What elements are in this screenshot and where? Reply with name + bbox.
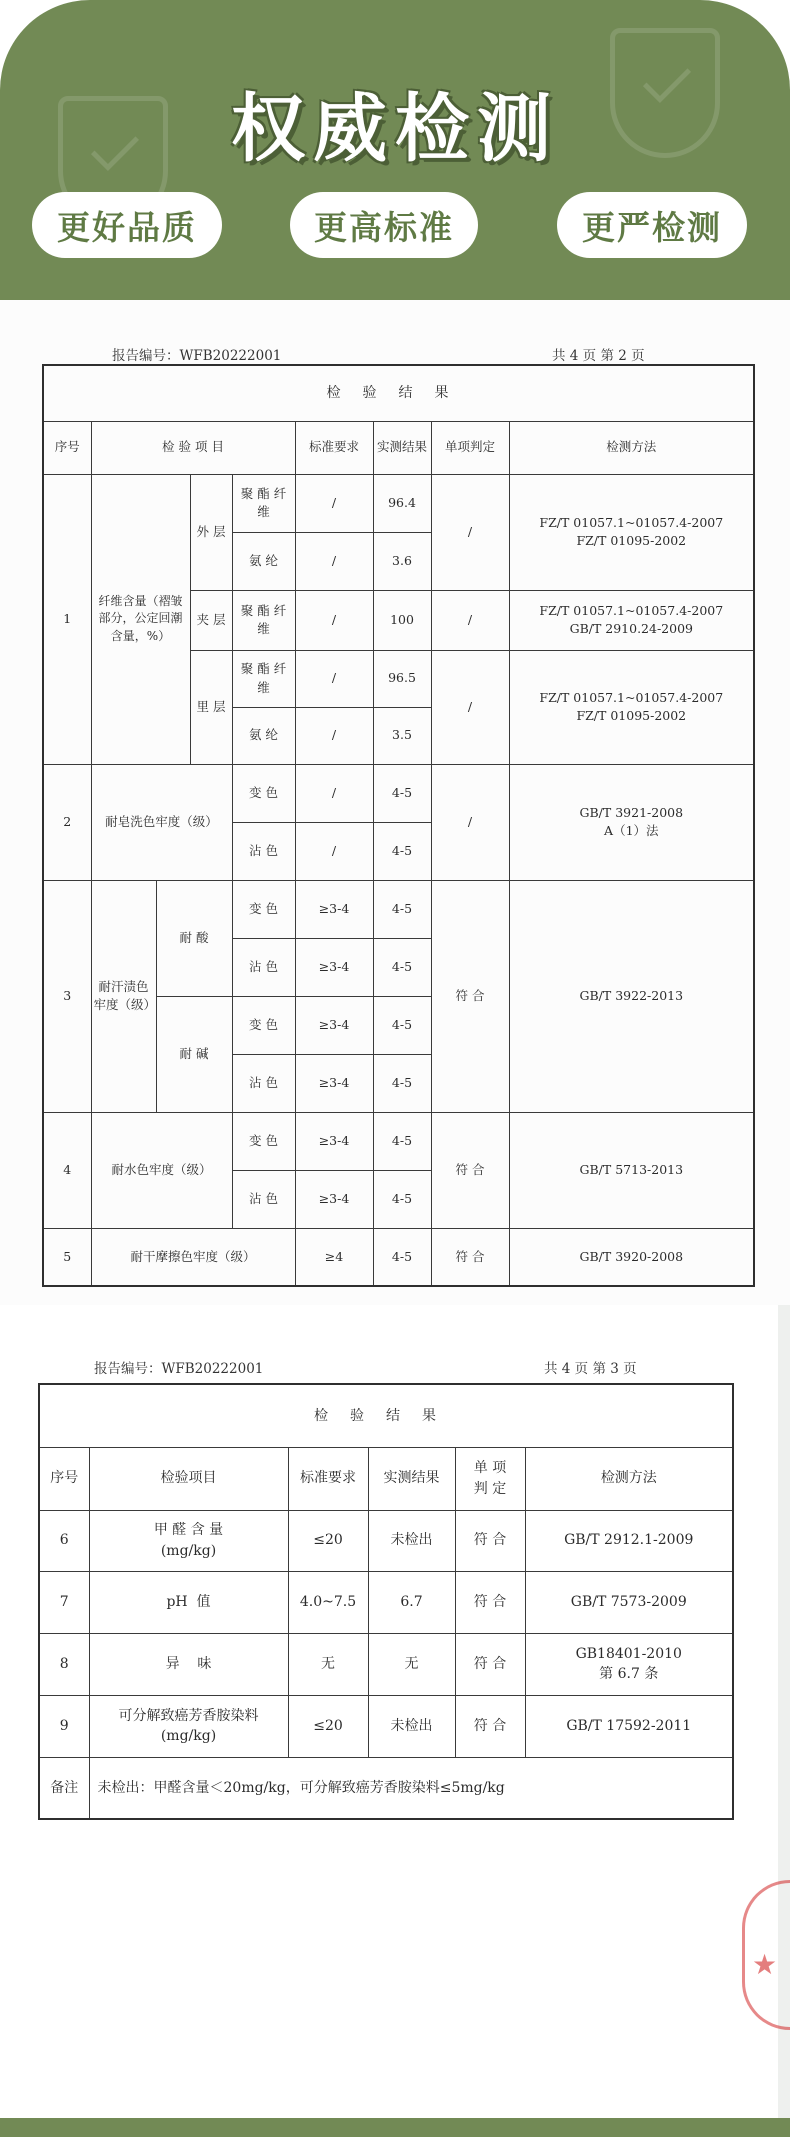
std-value: / [295, 650, 373, 707]
header-item: 检 验 项 目 [91, 421, 295, 474]
sub-alkali: 耐 碱 [156, 996, 232, 1112]
judgement-value: 符 合 [431, 880, 509, 1112]
sub-item: 沾 色 [232, 1054, 295, 1112]
header-judgement: 单项判定 [431, 421, 509, 474]
report-number: 报告编号：WFB20222001 [112, 348, 282, 364]
std-value: ≥3-4 [295, 1112, 373, 1170]
row-no: 4 [43, 1112, 91, 1228]
judgement-value: 符 合 [455, 1695, 525, 1757]
header-standard: 标准要求 [288, 1447, 368, 1510]
result-value: 6.7 [368, 1571, 455, 1633]
sub-item: 变 色 [232, 880, 295, 938]
judgement-value: 符 合 [431, 1228, 509, 1286]
std-value: / [295, 764, 373, 822]
layer-middle: 夹 层 [190, 590, 232, 650]
table-caption: 检验结果 [43, 365, 754, 421]
header-banner [0, 0, 790, 300]
remark-text: 未检出：甲醛含量＜20mg/kg，可分解致癌芳香胺染料≤5mg/kg [89, 1757, 733, 1819]
table-caption: 检验结果 [39, 1384, 733, 1447]
header-result: 实测结果 [373, 421, 431, 474]
item-rub-fastness: 耐干摩擦色牢度（级） [91, 1228, 295, 1286]
std-value: ≤20 [288, 1695, 368, 1757]
report-number: 报告编号：WFB20222001 [94, 1361, 264, 1377]
method-value: GB18401-2010 第 6.7 条 [525, 1633, 733, 1695]
result-value: 4-5 [373, 1112, 431, 1170]
header-no: 序号 [43, 421, 91, 474]
report-page-2 [0, 300, 790, 1305]
row-no: 6 [39, 1510, 89, 1571]
std-value: 无 [288, 1633, 368, 1695]
result-value: 4-5 [373, 880, 431, 938]
result-value: 96.5 [373, 650, 431, 707]
std-value: ≥3-4 [295, 938, 373, 996]
judgement-value: / [431, 474, 509, 590]
std-value: 4.0~7.5 [288, 1571, 368, 1633]
item-soap-fastness: 耐皂洗色牢度（级） [91, 764, 232, 880]
std-value: ≥3-4 [295, 1054, 373, 1112]
result-value: 3.6 [373, 532, 431, 590]
row-no: 7 [39, 1571, 89, 1633]
method-value: GB/T 3920-2008 [509, 1228, 754, 1286]
page-indicator: 共 4 页 第 2 页 [552, 348, 645, 364]
method-value: FZ/T 01057.1~01057.4-2007 FZ/T 01095-2002 [509, 474, 754, 590]
fiber-name: 聚 酯 纤 维 [232, 590, 295, 650]
method-value: GB/T 3921-2008 A（1）法 [509, 764, 754, 880]
header-result: 实测结果 [368, 1447, 455, 1510]
fiber-name: 聚 酯 纤 维 [232, 474, 295, 532]
page-indicator: 共 4 页 第 3 页 [544, 1361, 637, 1377]
row-no: 2 [43, 764, 91, 880]
result-value: 4-5 [373, 764, 431, 822]
item-fiber-content: 纤维含量（褶皱部分，公定回潮含量，%） [91, 474, 190, 764]
result-value: 4-5 [373, 996, 431, 1054]
std-value: / [295, 707, 373, 764]
result-value: 96.4 [373, 474, 431, 532]
std-value: ≥3-4 [295, 880, 373, 938]
item-name: 甲 醛 含 量 (mg/kg) [89, 1510, 288, 1571]
judgement-value: / [431, 590, 509, 650]
std-value: ≤20 [288, 1510, 368, 1571]
sub-item: 变 色 [232, 764, 295, 822]
result-value: 4-5 [373, 1170, 431, 1228]
header-method: 检测方法 [509, 421, 754, 474]
method-value: GB/T 2912.1-2009 [525, 1510, 733, 1571]
layer-outer: 外 层 [190, 474, 232, 590]
results-table-1 [42, 364, 755, 1287]
std-value: / [295, 474, 373, 532]
results-table-2 [38, 1383, 734, 1820]
table-row [39, 1571, 733, 1633]
table-row [39, 1695, 733, 1757]
result-value: 未检出 [368, 1510, 455, 1571]
row-no: 5 [43, 1228, 91, 1286]
result-value: 4-5 [373, 822, 431, 880]
method-value: FZ/T 01057.1~01057.4-2007 FZ/T 01095-2002 [509, 650, 754, 764]
result-value: 4-5 [373, 1228, 431, 1286]
sub-item: 沾 色 [232, 1170, 295, 1228]
header-method: 检测方法 [525, 1447, 733, 1510]
fiber-name: 氨 纶 [232, 707, 295, 764]
row-no: 1 [43, 474, 91, 764]
std-value: ≥3-4 [295, 996, 373, 1054]
sub-item: 沾 色 [232, 822, 295, 880]
judgement-value: / [431, 764, 509, 880]
result-value: 100 [373, 590, 431, 650]
header-standard: 标准要求 [295, 421, 373, 474]
result-value: 3.5 [373, 707, 431, 764]
item-water-fastness: 耐水色牢度（级） [91, 1112, 232, 1228]
report-page-3 [0, 1308, 790, 2118]
result-value: 4-5 [373, 938, 431, 996]
remark-label: 备注 [39, 1757, 89, 1819]
judgement-value: / [431, 650, 509, 764]
std-value: / [295, 822, 373, 880]
header-no: 序号 [39, 1447, 89, 1510]
method-value: GB/T 5713-2013 [509, 1112, 754, 1228]
judgement-value: 符 合 [431, 1112, 509, 1228]
row-no: 8 [39, 1633, 89, 1695]
item-name: 异 味 [89, 1633, 288, 1695]
method-value: FZ/T 01057.1~01057.4-2007 GB/T 2910.24-2009 [509, 590, 754, 650]
header-item: 检验项目 [89, 1447, 288, 1510]
header-judgement: 单 项 判 定 [455, 1447, 525, 1510]
footer-bar [0, 2118, 790, 2137]
method-value: GB/T 17592-2011 [525, 1695, 733, 1757]
banner-title: 权威检测 [231, 86, 559, 172]
layer-inner: 里 层 [190, 650, 232, 764]
seal-star-icon: ★ [752, 1948, 778, 1981]
judgement-value: 符 合 [455, 1510, 525, 1571]
item-name: 可分解致癌芳香胺染料 (mg/kg) [89, 1695, 288, 1757]
std-value: / [295, 590, 373, 650]
fiber-name: 氨 纶 [232, 532, 295, 590]
table-row [39, 1510, 733, 1571]
std-value: ≥4 [295, 1228, 373, 1286]
item-name: pH 值 [89, 1571, 288, 1633]
result-value: 4-5 [373, 1054, 431, 1112]
pill-better-quality: 更好品质 [32, 192, 222, 258]
row-no: 3 [43, 880, 91, 1112]
std-value: ≥3-4 [295, 1170, 373, 1228]
item-sweat-fastness: 耐汗渍色牢度（级） [91, 880, 156, 1112]
sub-item: 沾 色 [232, 938, 295, 996]
table-row [39, 1633, 733, 1695]
pill-stricter-testing: 更严检测 [557, 192, 747, 258]
method-value: GB/T 3922-2013 [509, 880, 754, 1112]
std-value: / [295, 532, 373, 590]
remark-row [39, 1757, 733, 1819]
fiber-name: 聚 酯 纤 维 [232, 650, 295, 707]
sub-acid: 耐 酸 [156, 880, 232, 996]
sub-item: 变 色 [232, 996, 295, 1054]
method-value: GB/T 7573-2009 [525, 1571, 733, 1633]
pill-higher-standard: 更高标准 [290, 192, 478, 258]
sub-item: 变 色 [232, 1112, 295, 1170]
result-value: 无 [368, 1633, 455, 1695]
judgement-value: 符 合 [455, 1571, 525, 1633]
row-no: 9 [39, 1695, 89, 1757]
result-value: 未检出 [368, 1695, 455, 1757]
judgement-value: 符 合 [455, 1633, 525, 1695]
